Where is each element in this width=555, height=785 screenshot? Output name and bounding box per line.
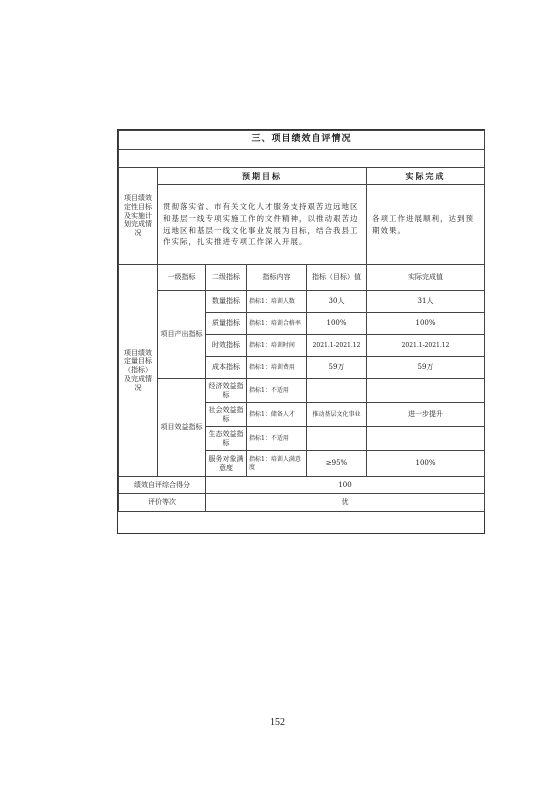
header-target: 指标（目标）值 [307, 265, 367, 291]
table-row-level2: 质量指标 [206, 313, 247, 335]
table-row-actual [367, 427, 485, 451]
table-row-content: 指标1：培训时间 [247, 335, 307, 357]
table-row-target: 100% [307, 313, 367, 335]
page-number: 152 [270, 717, 285, 728]
table-row-target: 59万 [307, 357, 367, 379]
table-row-actual: 进一步提升 [367, 403, 485, 427]
table-row-content: 指标1：培训费用 [247, 357, 307, 379]
table-row-actual: 100% [367, 313, 485, 335]
quantitative-goal-label: 项目绩效定量目标（指标）及完成情况 [119, 265, 158, 477]
overall-score-label: 绩效自评综合得分 [119, 477, 206, 494]
table-row-level2: 数量指标 [206, 291, 247, 313]
table-row-actual [367, 379, 485, 403]
table-row-target [307, 427, 367, 451]
overall-score-value: 100 [206, 477, 485, 494]
table-row-target: 推动基层文化事业 [307, 403, 367, 427]
table-row-level2: 经济效益指标 [206, 379, 247, 403]
table-row-content: 指标1：培训合格率 [247, 313, 307, 335]
table-row-level2: 成本指标 [206, 357, 247, 379]
header-level1: 一级指标 [158, 265, 206, 291]
table-row-target [307, 379, 367, 403]
table-row-actual: 2021.1-2021.12 [367, 335, 485, 357]
table-row-target: ≥95% [307, 451, 367, 477]
table-row-level2: 生态效益指标 [206, 427, 247, 451]
actual-completion-header: 实际完成 [367, 168, 485, 185]
section-title: 三、项目绩效自评情况 [119, 131, 485, 150]
header-actual: 实际完成值 [367, 265, 485, 291]
header-level2: 二级指标 [206, 265, 247, 291]
table-row-target: 2021.1-2021.12 [307, 335, 367, 357]
blank-row [119, 150, 485, 168]
benefit-indicator-label: 项目效益指标 [158, 379, 206, 477]
table-row-level2: 服务对象满意度 [206, 451, 247, 477]
table-row-content: 指标1：储备人才 [247, 403, 307, 427]
output-indicator-label: 项目产出指标 [158, 291, 206, 379]
table-row-actual: 100% [367, 451, 485, 477]
header-content: 指标内容 [247, 265, 307, 291]
actual-completion-text: 各项工作进展顺利，达到预期效果。 [367, 185, 485, 265]
table-row-level2: 时效指标 [206, 335, 247, 357]
grade-label: 评价等次 [119, 494, 206, 512]
expected-goal-header: 预期目标 [158, 168, 367, 185]
table-row-content: 指标1：培训人满意度 [247, 451, 307, 477]
table-row-actual: 59万 [367, 357, 485, 379]
table-row-target: 30人 [307, 291, 367, 313]
table-row-content: 指标1：不适用 [247, 427, 307, 451]
qualitative-goal-label: 项目绩效定性目标及实施计划完成情况 [119, 168, 158, 265]
grade-value: 优 [206, 494, 485, 512]
table-row-content: 指标1：培训人数 [247, 291, 307, 313]
table-row-level2: 社会效益指标 [206, 403, 247, 427]
table-row-actual: 31人 [367, 291, 485, 313]
performance-evaluation-table-frame [117, 129, 485, 534]
performance-evaluation-table [118, 130, 485, 512]
table-row-content: 指标1：不适用 [247, 379, 307, 403]
expected-goal-text: 贯彻落实省、市有关文化人才服务支持艰苦边远地区和基层一线专项实施工作的文件精神，以推动艰苦边远地区和基层一线文化事业发展为目标，结合我县工作实际，扎实推进专项工作深入开展。 [158, 185, 367, 265]
